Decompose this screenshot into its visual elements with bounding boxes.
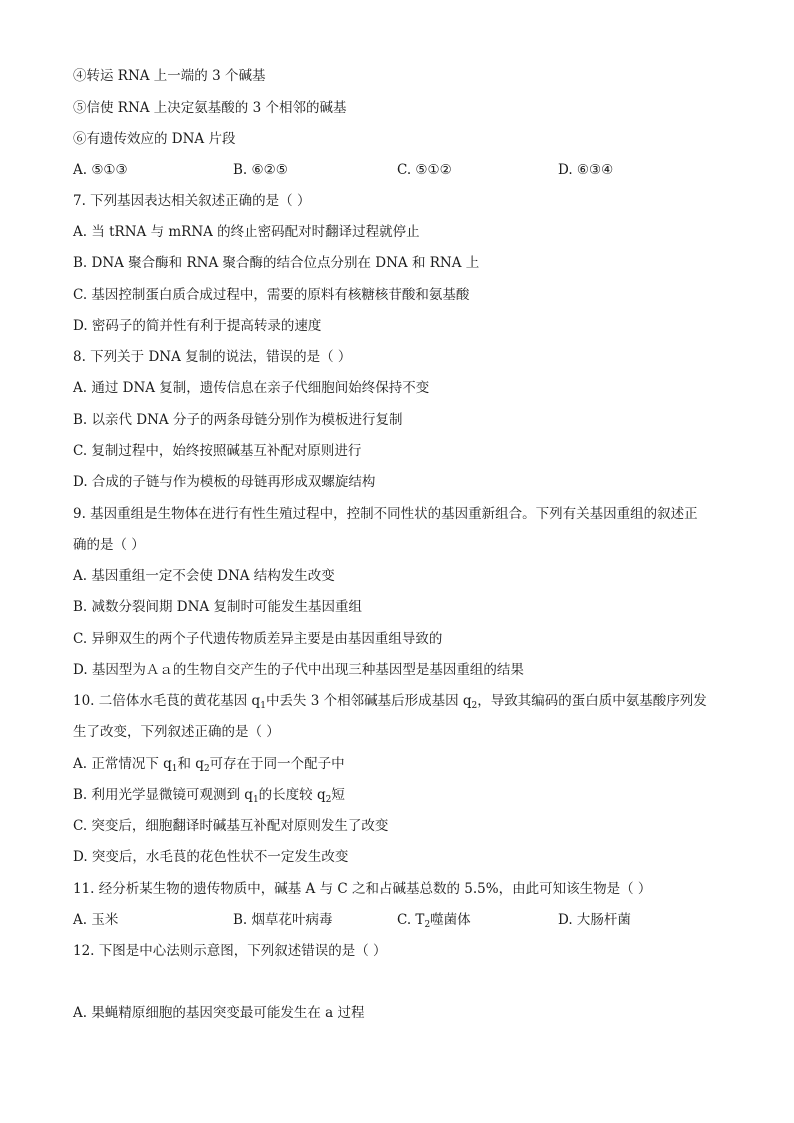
q6-options	[73, 161, 733, 179]
q6-option-c: C. ⑤①②	[397, 162, 452, 178]
q10b-text-2: 的长度较 q	[258, 787, 326, 803]
q10-option-c: C. 突变后，细胞翻译时碱基互补配对原则发生了改变	[73, 818, 389, 834]
q6-option-d: D. ⑥③④	[558, 162, 614, 178]
q9-option-c: C. 异卵双生的两个子代遗传物质差异主要是由基因重组导致的	[73, 631, 443, 647]
q11-option-b: B. 烟草花叶病毒	[233, 912, 333, 928]
q8-option-b: B. 以亲代 DNA 分子的两条母链分别作为模板进行复制	[73, 412, 403, 428]
q10-option-b	[73, 786, 345, 804]
q8-option-c: C. 复制过程中，始终按照碱基互补配对原则进行	[73, 443, 362, 459]
q6-option-b: B. ⑥②⑤	[233, 162, 288, 178]
q7-option-c: C. 基因控制蛋白质合成过程中，需要的原料有核糖核苷酸和氨基酸	[73, 287, 470, 303]
q10b-text-1: B. 利用光学显微镜可观测到 q	[73, 787, 253, 803]
item-4: ④转运 RNA 上一端的 3 个碱基	[73, 68, 266, 84]
q8-stem: 8. 下列关于 DNA 复制的说法，错误的是（ ）	[73, 349, 352, 365]
q11-option-a: A. 玉米	[73, 912, 119, 928]
q9-stem-line1: 9. 基因重组是生物体在进行有性生殖过程中，控制不同性状的基因重新组合。下列有关基因重组的叙述正	[73, 506, 698, 522]
q6-option-a: A. ⑤①③	[73, 162, 128, 178]
q11c-text-1: C. T	[397, 912, 425, 928]
q10-stem-line1	[73, 692, 707, 710]
subscript: 2	[325, 795, 332, 805]
q12-option-a: A. 果蝇精原细胞的基因突变最可能发生在 a 过程	[73, 1005, 365, 1021]
q11-options	[73, 911, 733, 929]
q10-text-3: ，导致其编码的蛋白质中氨基酸序列发	[477, 693, 707, 709]
subscript: 2	[471, 701, 478, 711]
q10-option-a	[73, 755, 345, 773]
q7-stem: 7. 下列基因表达相关叙述正确的是（ ）	[73, 193, 311, 209]
item-6: ⑥有遗传效应的 DNA 片段	[73, 131, 236, 147]
q9-option-a: A. 基因重组一定不会使 DNA 结构发生改变	[73, 568, 335, 584]
q7-option-b: B. DNA 聚合酶和 RNA 聚合酶的结合位点分别在 DNA 和 RNA 上	[73, 255, 480, 271]
q10-text-2: 中丢失 3 个相邻碱基后形成基因 q	[265, 693, 472, 709]
q10-option-d: D. 突变后，水毛茛的花色性状不一定发生改变	[73, 849, 349, 865]
q9-stem-line2: 确的是（ ）	[73, 537, 145, 553]
q7-option-a: A. 当 tRNA 与 mRNA 的终止密码配对时翻译过程就停止	[73, 224, 420, 240]
q9-option-b: B. 减数分裂间期 DNA 复制时可能发生基因重组	[73, 599, 362, 615]
q10a-text-1: A. 正常情况下 q	[73, 756, 172, 772]
subscript: 1	[171, 764, 178, 774]
q10a-text-2: 和 q	[177, 756, 204, 772]
q10-text-1: 10. 二倍体水毛茛的黄花基因 q	[73, 693, 261, 709]
subscript: 2	[203, 764, 210, 774]
q11c-text-2: 噬菌体	[430, 912, 471, 928]
q7-option-d: D. 密码子的简并性有利于提高转录的速度	[73, 318, 322, 334]
item-5: ⑤信使 RNA 上决定氨基酸的 3 个相邻的碱基	[73, 100, 347, 116]
q11-stem: 11. 经分析某生物的遗传物质中，碱基 A 与 C 之和占碱基总数的 5.5%，由此可知该生物是（ ）	[73, 881, 652, 897]
subscript: 2	[424, 920, 431, 930]
q8-option-d: D. 合成的子链与作为模板的母链再形成双螺旋结构	[73, 474, 376, 490]
q9-option-d: D. 基因型为Ａａ的生物自交产生的子代中出现三种基因型是基因重组的结果	[73, 662, 524, 678]
q11-option-d: D. 大肠杆菌	[558, 912, 631, 928]
q10a-text-3: 可存在于同一个配子中	[209, 756, 345, 772]
q10-stem-line2: 生了改变，下列叙述正确的是（ ）	[73, 724, 280, 740]
subscript: 1	[252, 795, 259, 805]
q11-option-c	[397, 911, 471, 929]
q12-stem: 12. 下图是中心法则示意图，下列叙述错误的是（ ）	[73, 943, 387, 959]
subscript: 1	[260, 701, 266, 711]
q10b-text-3: 短	[331, 787, 345, 803]
q8-option-a: A. 通过 DNA 复制，遗传信息在亲子代细胞间始终保持不变	[73, 380, 430, 396]
